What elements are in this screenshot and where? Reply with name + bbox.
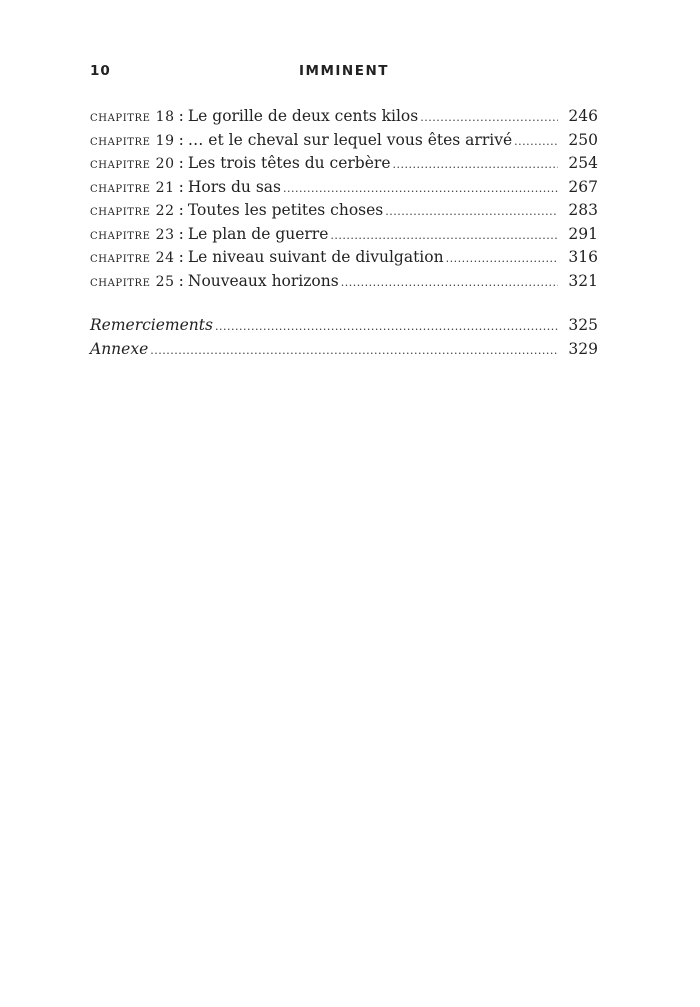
chapter-title: Nouveaux horizons	[187, 271, 339, 290]
back-matter-title: Remerciements	[90, 316, 213, 334]
back-matter-page-number: 325	[568, 316, 598, 334]
chapter-separator: :	[178, 224, 184, 243]
chapter-page-number: 321	[568, 271, 598, 290]
dot-leader	[446, 247, 558, 271]
chapter-separator: :	[178, 107, 184, 125]
chapter-separator: :	[178, 248, 184, 266]
chapter-title: Hors du sas	[187, 177, 281, 196]
section-spacer	[90, 293, 598, 314]
chapter-label: chapitre 24	[90, 250, 175, 266]
chapter-separator: :	[178, 177, 184, 196]
chapter-page-number: 316	[568, 248, 598, 266]
back-matter-title: Annexe	[90, 339, 149, 358]
chapter-separator: :	[178, 154, 184, 172]
toc-entry-chapter-18	[90, 105, 598, 129]
book-title: IMMINENT	[299, 63, 389, 79]
chapter-separator: :	[178, 130, 184, 149]
chapter-separator: :	[178, 271, 184, 290]
chapter-label: chapitre 18	[90, 109, 175, 125]
chapter-page-number: 254	[568, 154, 598, 172]
dot-leader	[385, 200, 558, 224]
dot-leader	[393, 153, 559, 177]
toc-entry-appendix	[90, 338, 598, 362]
chapter-separator: :	[178, 201, 184, 219]
dot-leader	[283, 177, 558, 201]
toc-entry-chapter-21	[90, 176, 598, 200]
chapter-page-number: 283	[568, 201, 598, 219]
chapter-label: chapitre 25	[90, 273, 175, 290]
dot-leader	[420, 106, 558, 130]
dot-leader	[330, 224, 558, 248]
chapter-label: chapitre 19	[90, 132, 175, 149]
toc-entry-chapter-20	[90, 152, 598, 176]
toc-entry-chapter-24	[90, 246, 598, 270]
chapter-label: chapitre 20	[90, 156, 175, 172]
chapter-label: chapitre 23	[90, 226, 175, 243]
chapter-page-number: 267	[568, 177, 598, 196]
chapter-title: Le plan de guerre	[187, 224, 329, 243]
chapter-page-number: 246	[568, 107, 598, 125]
table-of-contents	[90, 105, 598, 361]
toc-entry-chapter-23	[90, 223, 598, 247]
chapter-label: chapitre 21	[90, 179, 175, 196]
toc-entry-chapter-19	[90, 129, 598, 153]
chapter-label: chapitre 22	[90, 203, 175, 219]
chapter-title: … et le cheval sur lequel vous êtes arrivé	[187, 130, 513, 149]
dot-leader	[150, 339, 558, 363]
toc-entry-chapter-25	[90, 270, 598, 294]
page-number: 10	[90, 63, 111, 79]
chapter-page-number: 250	[568, 130, 598, 149]
chapter-page-number: 291	[568, 224, 598, 243]
toc-entry-acknowledgements	[90, 314, 598, 338]
dot-leader	[215, 315, 558, 339]
back-matter-page-number: 329	[568, 339, 598, 358]
chapter-title: Le niveau suivant de divulgation	[187, 248, 444, 266]
chapter-title: Les trois têtes du cerbère	[187, 154, 391, 172]
toc-entry-chapter-22	[90, 199, 598, 223]
chapter-title: Le gorille de deux cents kilos	[187, 107, 419, 125]
running-head	[90, 63, 598, 83]
dot-leader	[341, 271, 558, 295]
dot-leader	[514, 130, 558, 154]
chapter-title: Toutes les petites choses	[187, 201, 384, 219]
